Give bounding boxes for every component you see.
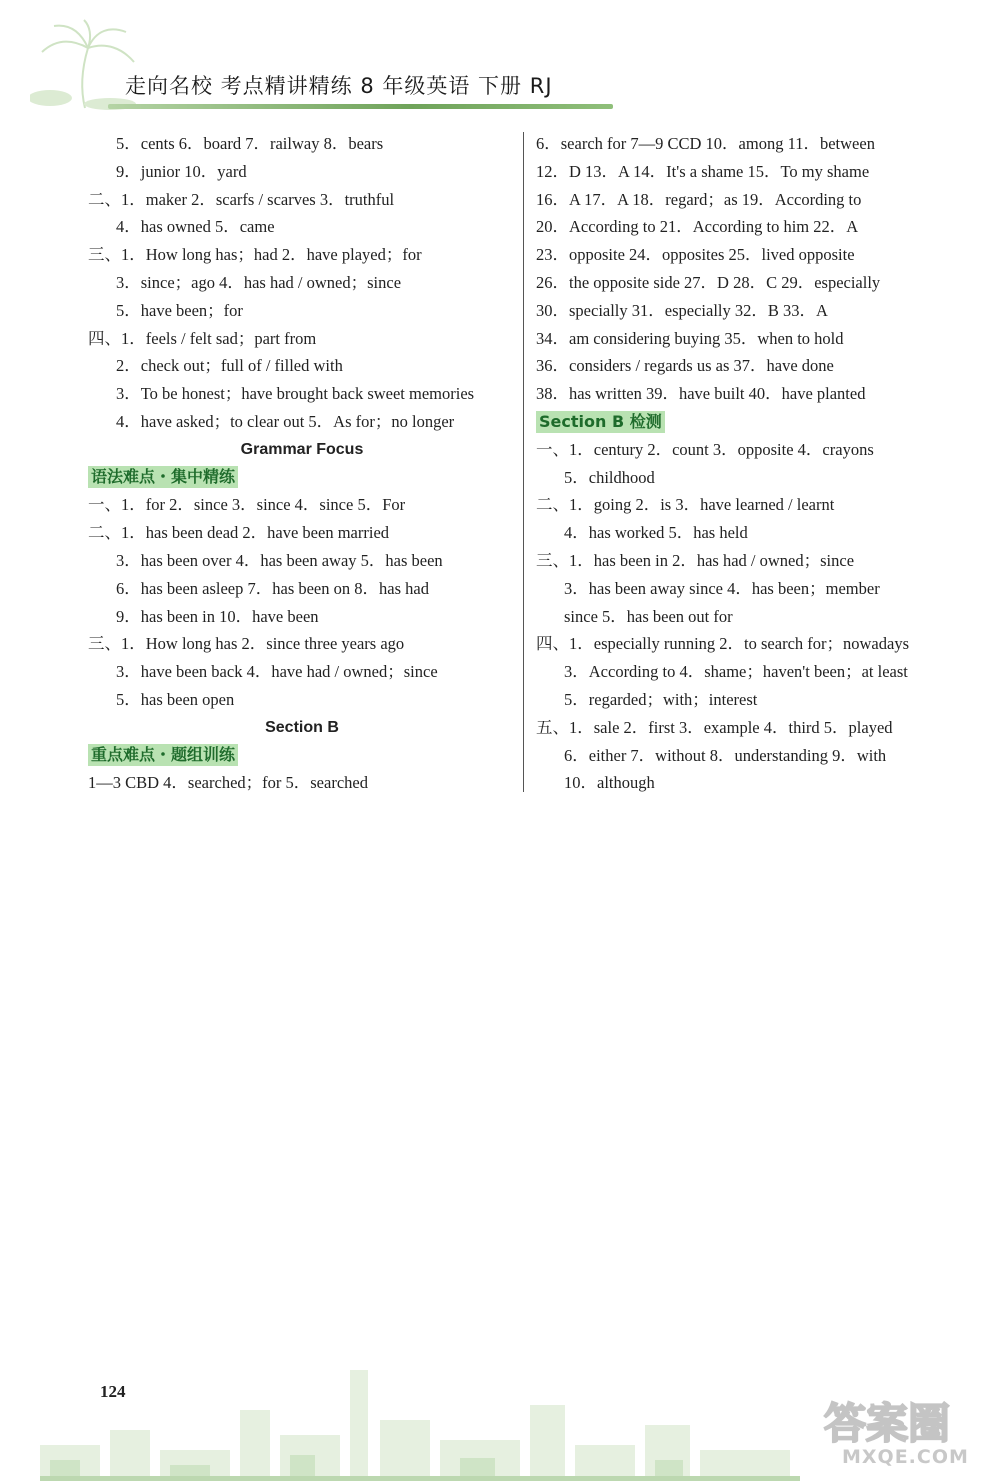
answer-line: 16．A 17．A 18．regard；as 19．According to bbox=[536, 189, 862, 209]
answer-line: 26．the opposite side 27．D 28．C 29．especially bbox=[536, 272, 881, 292]
answer-line: 一、1．for 2．since 3．since 4．since 5．For bbox=[88, 495, 406, 515]
answer-line: 9．junior 10．yard bbox=[116, 161, 247, 181]
answer-line: 3．since；ago 4．has had / owned；since bbox=[116, 272, 402, 292]
answer-line: 20．According to 21．According to him 22．A bbox=[536, 217, 859, 237]
answer-line: 一、1．century 2．count 3．opposite 4．crayons bbox=[536, 439, 874, 459]
answer-line: 3．has been away since 4．has been；member bbox=[564, 578, 880, 598]
answer-line: 12．D 13．A 14．It's a shame 15．To my shame bbox=[536, 161, 870, 181]
book-title: 走向名校 考点精讲精练 8 年级英语 下册 RJ bbox=[125, 74, 553, 98]
answer-line: 4．has owned 5．came bbox=[116, 217, 275, 237]
section-tag-row bbox=[88, 464, 516, 492]
section-tag: 重点难点・题组训练 bbox=[88, 744, 238, 766]
answer-line: 1—3 CBD 4．searched；for 5．searched bbox=[88, 773, 368, 793]
answer-line: 二、1．has been dead 2．have been married bbox=[88, 523, 390, 543]
section-tag-row bbox=[536, 408, 966, 436]
answer-line: 38．has written 39．have built 40．have planted bbox=[536, 384, 866, 404]
answer-line: 三、1．How long has 2．since three years ago bbox=[88, 634, 405, 654]
section-tag: Section B 检测 bbox=[536, 411, 665, 433]
answer-line: 23．opposite 24．opposites 25．lived opposite bbox=[536, 245, 855, 265]
page-header bbox=[0, 0, 1000, 125]
answer-line: 四、1．especially running 2．to search for；nowadays bbox=[536, 634, 909, 654]
answer-line: 2．check out；full of / filled with bbox=[116, 356, 343, 376]
answer-line: 9．has been in 10．have been bbox=[116, 606, 319, 626]
answer-line: 36．considers / regards us as 37．have done bbox=[536, 356, 834, 376]
answer-line: 6．either 7．without 8．understanding 9．with bbox=[564, 745, 887, 765]
answer-line: 三、1．How long has；had 2．have played；for bbox=[88, 245, 422, 265]
answer-line: 5．cents 6．board 7．railway 8．bears bbox=[116, 134, 384, 153]
header-rule bbox=[108, 104, 613, 109]
answer-line: 10．although bbox=[564, 773, 655, 793]
section-tag-row bbox=[88, 742, 516, 770]
answer-line: 5．have been；for bbox=[116, 300, 243, 320]
answer-line: 6．search for 7—9 CCD 10．among 11．between bbox=[536, 134, 875, 153]
answer-line: 34．am considering buying 35．when to hold bbox=[536, 328, 844, 348]
answer-line: 二、1．going 2．is 3．have learned / learnt bbox=[536, 495, 835, 515]
answer-line: 3．has been over 4．has been away 5．has been bbox=[116, 550, 443, 570]
right-answer-column bbox=[536, 130, 966, 797]
section-heading: Section B bbox=[265, 718, 339, 736]
answer-line: 3．have been back 4．have had / owned；since bbox=[116, 662, 438, 682]
answer-line: 二、1．maker 2．scarfs / scarves 3．truthful bbox=[88, 189, 395, 209]
palm-tree-decoration-icon bbox=[30, 18, 140, 113]
answer-line: 三、1．has been in 2．has had / owned；since bbox=[536, 550, 855, 570]
answer-line: 3．To be honest；have brought back sweet memories bbox=[116, 384, 475, 404]
answer-line: 4．has worked 5．has held bbox=[564, 523, 748, 543]
answer-line: 5．has been open bbox=[116, 689, 235, 709]
section-tag: 语法难点・集中精练 bbox=[88, 466, 238, 488]
watermark-glyphs: 答案圈 bbox=[824, 1399, 951, 1448]
answer-line: 6．has been asleep 7．has been on 8．has had bbox=[116, 578, 429, 598]
watermark-url: MXQE.COM bbox=[842, 1446, 969, 1468]
answer-line: 五、1．sale 2．first 3．example 4．third 5．played bbox=[536, 717, 893, 737]
page-number: 124 bbox=[100, 1382, 126, 1401]
answer-line: 3．According to 4．shame；haven't been；at least bbox=[564, 662, 908, 682]
answer-line: 4．have asked；to clear out 5．As for；no longer bbox=[116, 411, 455, 431]
column-divider bbox=[523, 132, 524, 792]
answer-line: since 5．has been out for bbox=[564, 606, 733, 626]
answer-line: 四、1．feels / felt sad；part from bbox=[88, 328, 317, 348]
answer-line: 5．childhood bbox=[564, 467, 655, 487]
answer-line: 30．specially 31．especially 32．B 33．A bbox=[536, 300, 828, 320]
left-answer-column bbox=[88, 130, 516, 797]
section-heading: Grammar Focus bbox=[240, 440, 364, 458]
answer-line: 5．regarded；with；interest bbox=[564, 689, 758, 709]
